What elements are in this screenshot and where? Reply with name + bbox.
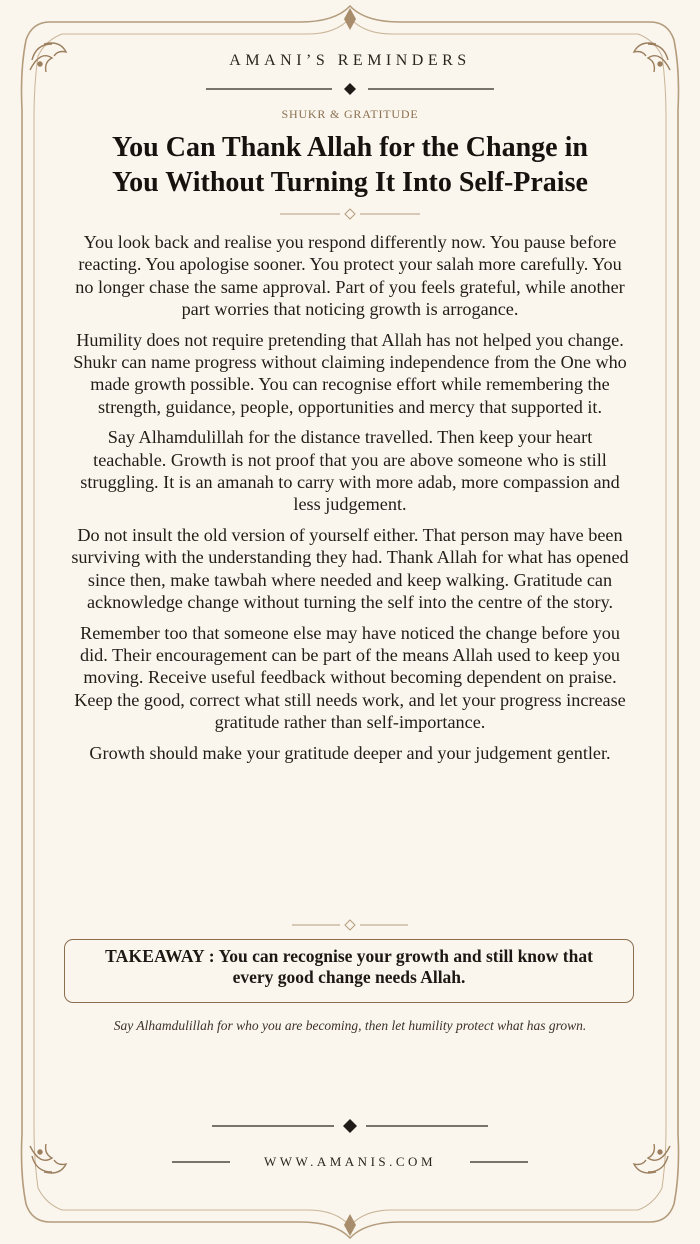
takeaway-box: [64, 939, 634, 1003]
paragraph: Do not insult the old version of yourself either. That person may have been surviving with the understanding they had. Thank Allah for what has opened since then, make tawbah where needed and keep walking. Gratitude can acknowledge change without turning the self into the centre of the story.: [71, 524, 629, 613]
page-title: [60, 130, 640, 200]
paragraph: Humility does not require pretending that Allah has not helped you change. Shukr can name progress without claiming independence from the One who made growth possible. You can recognise effort while remembering the strength, guidance, people, opportunities and mercy that supported it.: [73, 329, 627, 417]
paragraph: Remember too that someone else may have noticed the change before you did. Their encouragement can be part of the means Allah used to keep you moving. Receive useful feedback without becoming dependent on praise. Keep the good, correct what still needs work, and let your progress increase gratitude rather than self-importance.: [74, 622, 626, 733]
paragraph: Growth should make your gratitude deeper and your judgement gentler.: [89, 742, 611, 763]
website-link[interactable]: WWW.AMANIS.COM: [263, 1154, 437, 1169]
category-label: SHUKR & GRATITUDE: [281, 107, 419, 121]
takeaway-label: TAKEAWAY :: [105, 946, 215, 966]
takeaway-text: You can recognise your growth and still know that every good change needs Allah.: [218, 946, 593, 987]
body-text: [70, 231, 630, 772]
title-line-1: You Can Thank Allah for the Change in: [112, 132, 588, 163]
paragraph: You look back and realise you respond differently now. You pause before reacting. You apologise sooner. You protect your salah more carefully. You no longer chase the same approval. Part of you feels grateful, while another part worries that noticing growth is arrogance.: [75, 232, 625, 320]
paragraph: Say Alhamdulillah for the distance travelled. Then keep your heart teachable. Growth is not proof that you are above someone who is still struggling. It is an amanah to carry with more adab, more compassion and less judgement.: [80, 427, 620, 515]
brand-title: AMANI’S REMINDERS: [229, 52, 471, 69]
title-line-2: You Without Turning It Into Self-Praise: [112, 167, 588, 198]
closing-note: Say Alhamdulillah for who you are becoming, then let humility protect what has grown.: [113, 1018, 587, 1033]
